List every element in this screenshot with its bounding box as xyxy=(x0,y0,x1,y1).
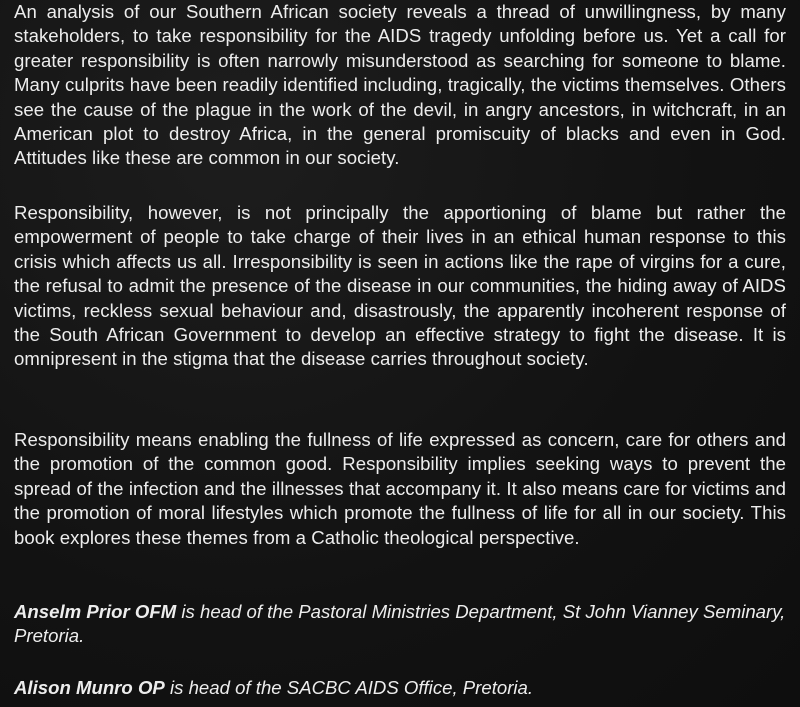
author-name: Alison Munro OP xyxy=(14,677,165,698)
author-name: Anselm Prior OFM xyxy=(14,601,177,622)
paragraph-irresponsibility: Responsibility, however, is not principally the apportioning of blame but rather the empowerment of people to take charge of their lives in an ethical human response to this crisis which affects us all. Irresponsibility is seen in actions like the rape of virgins for a cure, the refusal to admit the presence of the disease in our communities, the hiding away of AIDS victims, reckless sexual behaviour and, disastrously, the apparently incoherent response of the South African Government to develop an effective strategy to fight the disease. It is omnipresent in the stigma that the disease carries throughout society. xyxy=(14,202,786,370)
paragraph-responsibility: Responsibility means enabling the fullness of life expressed as concern, care for others and the promotion of the common good. Responsibility implies seeking ways to prevent the spread of the infection and the illnesses that accompany it. It also means care for victims and the promotion of moral lifestyles which promote the fullness of life for all in our society. This book explores these themes from a Catholic theological perspective. xyxy=(14,429,786,548)
author-bio-munro xyxy=(14,676,794,700)
author-bio-prior xyxy=(14,600,794,649)
author-description: is head of the SACBC AIDS Office, Pretoria. xyxy=(164,677,534,698)
author-description: is head of the Pastoral Ministries Department, St John Vianney Seminary, Pretoria. xyxy=(14,601,786,647)
paragraph-blame: An analysis of our Southern African society reveals a thread of unwillingness, by many stakeholders, to take responsibility for the AIDS tragedy unfolding before us. Yet a call for greater responsibility is often narrowly misunderstood as searching for someone to blame. Many culprits have been readily identified including, tragically, the victims themselves. Others see the cause of the plague in the work of the devil, in angry ancestors, in witchcraft, in an American plot to destroy Africa, in the general promiscuity of blacks and even in God. Attitudes like these are common in our society. xyxy=(14,1,786,169)
